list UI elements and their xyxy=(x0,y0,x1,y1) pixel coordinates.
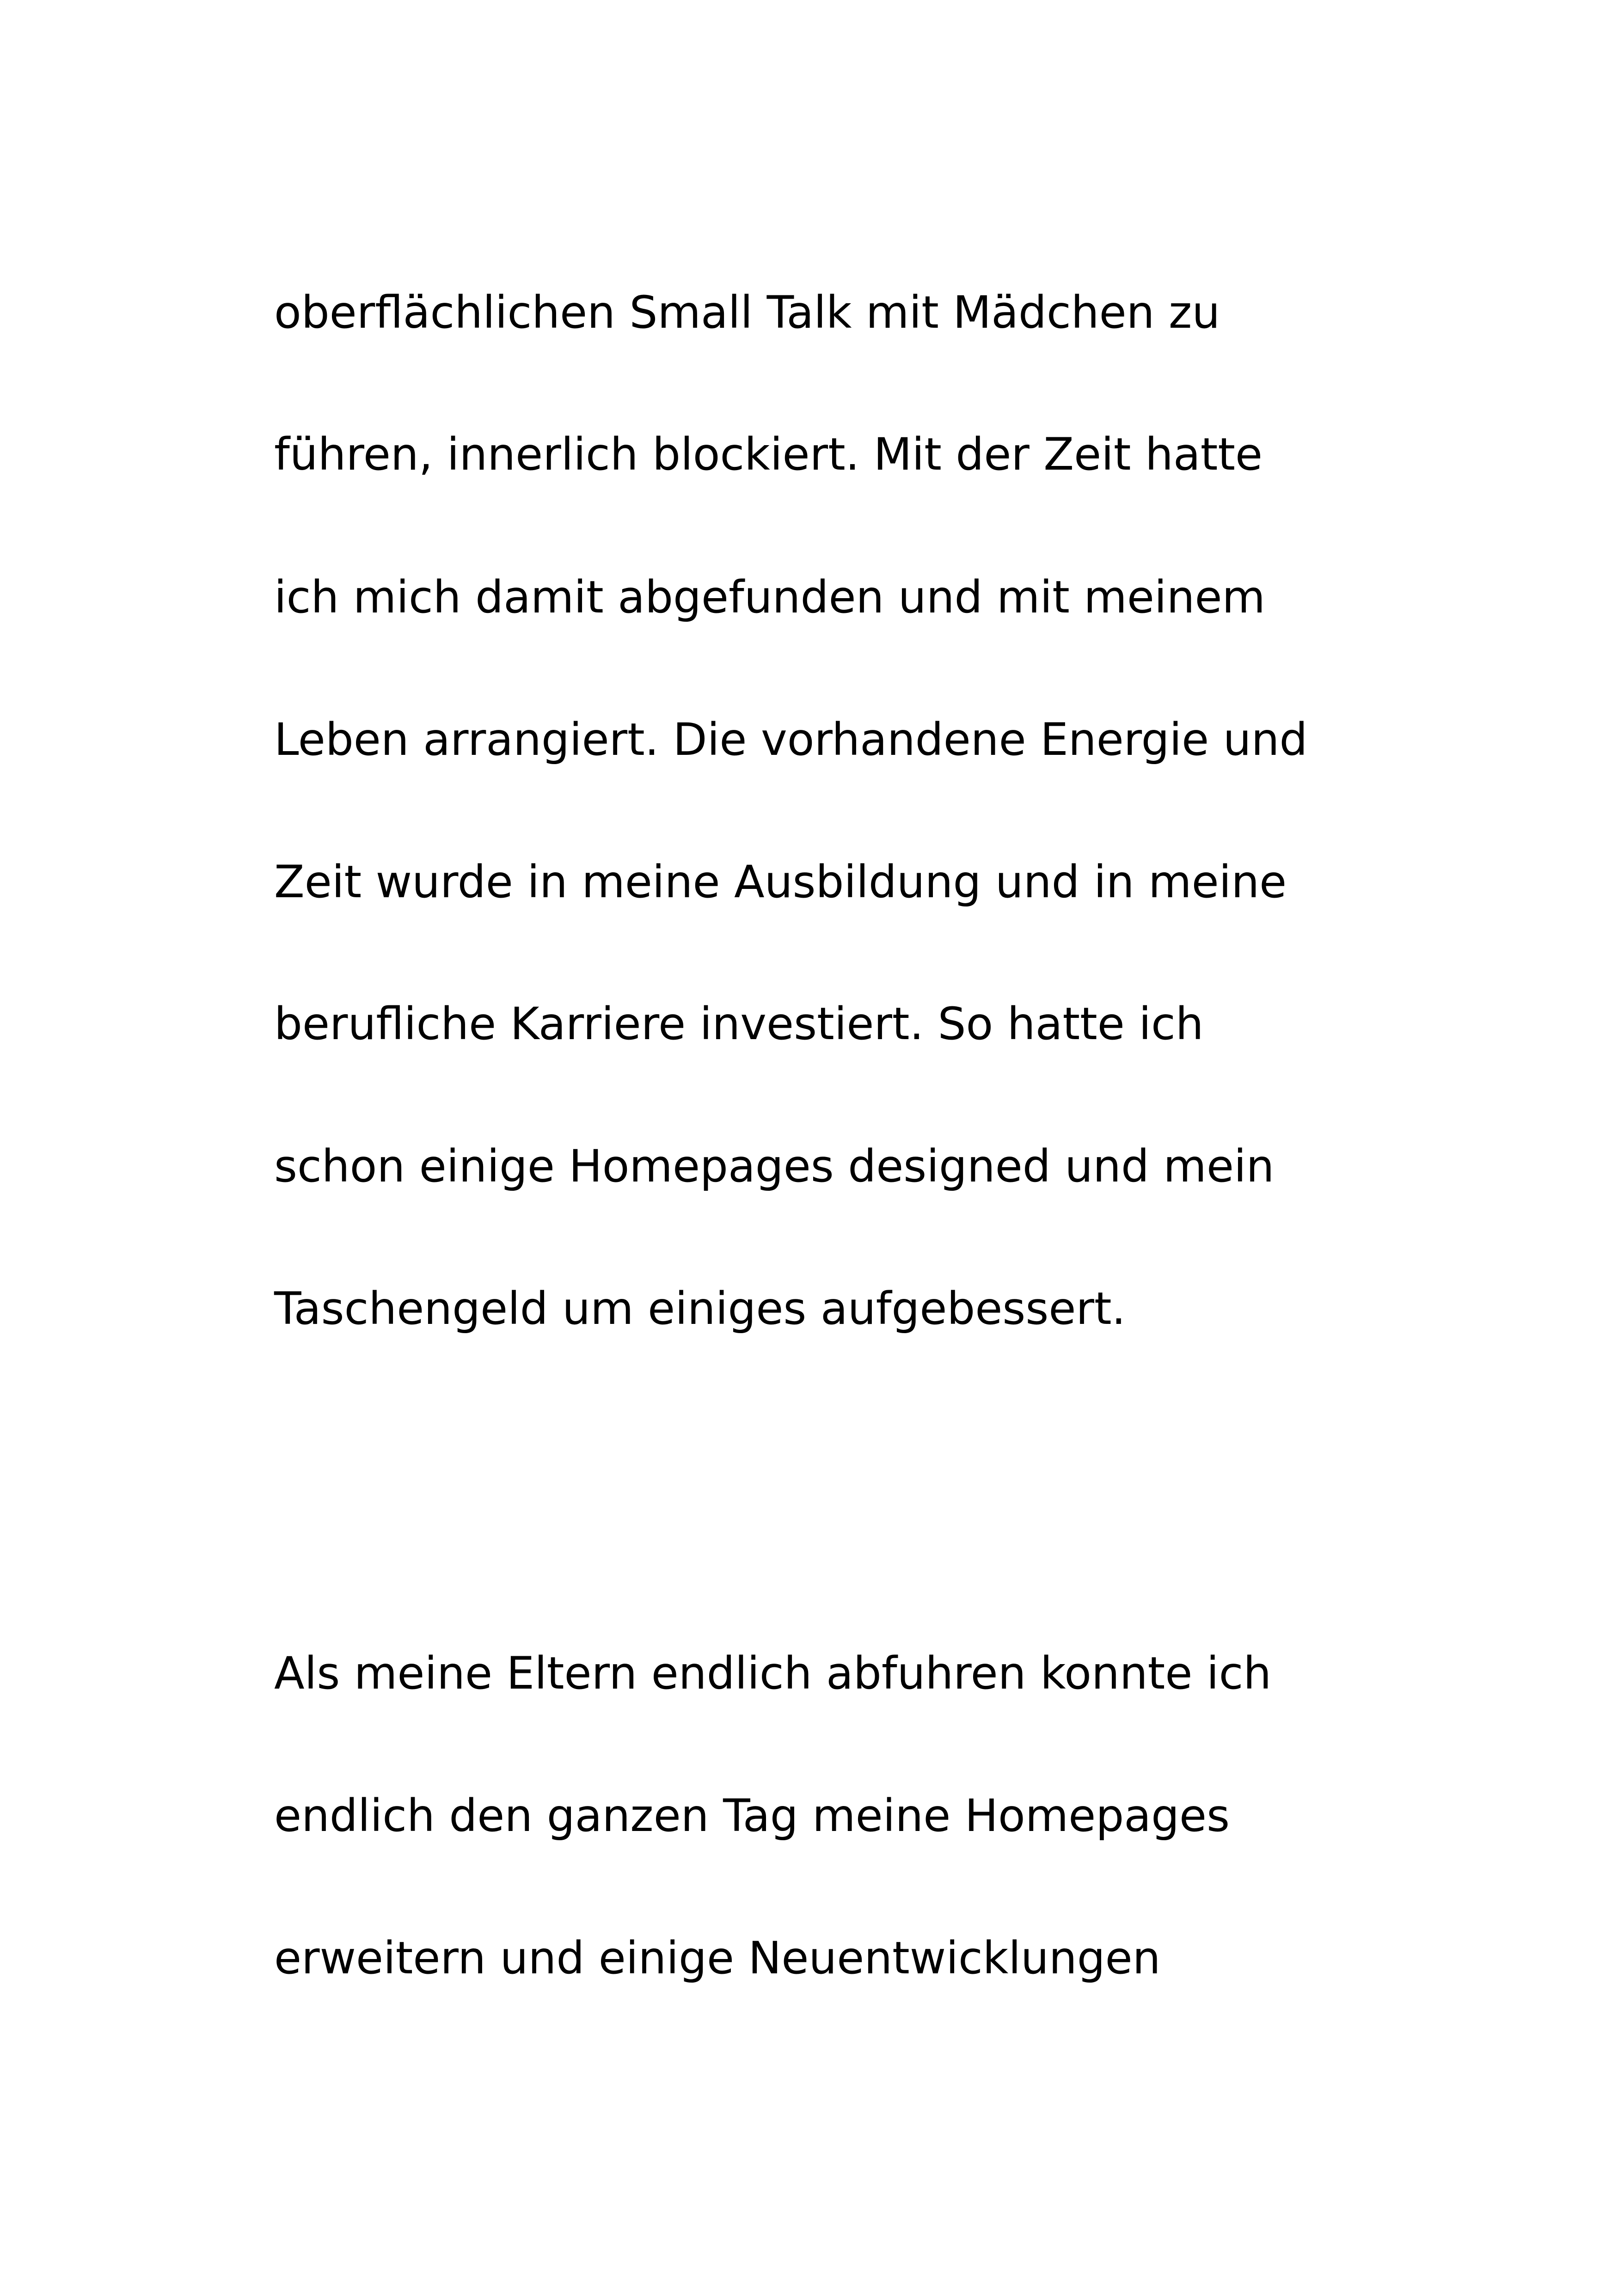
text-line: führen, innerlich blockiert. Mit der Zeit hatte xyxy=(274,429,1263,480)
text-line: Taschengeld um einiges aufgebessert. xyxy=(274,1283,1126,1335)
text-line: erweitern und einige Neuentwicklungen xyxy=(274,1932,1161,1984)
text-line: Leben arrangiert. Die vorhandene Energie und xyxy=(274,714,1308,765)
text-line: schon einige Homepages designed und mein xyxy=(274,1140,1275,1192)
text-line: berufliche Karriere investiert. So hatte ich xyxy=(274,998,1204,1050)
text-line: Als meine Eltern endlich abfuhren konnte ich xyxy=(274,1647,1272,1699)
text-line: Zeit wurde in meine Ausbildung und in meine xyxy=(274,856,1287,908)
text-line: oberflächlichen Small Talk mit Mädchen zu xyxy=(274,287,1220,338)
text-line: endlich den ganzen Tag meine Homepages xyxy=(274,1790,1230,1842)
text-line: ich mich damit abgefunden und mit meinem xyxy=(274,571,1266,623)
